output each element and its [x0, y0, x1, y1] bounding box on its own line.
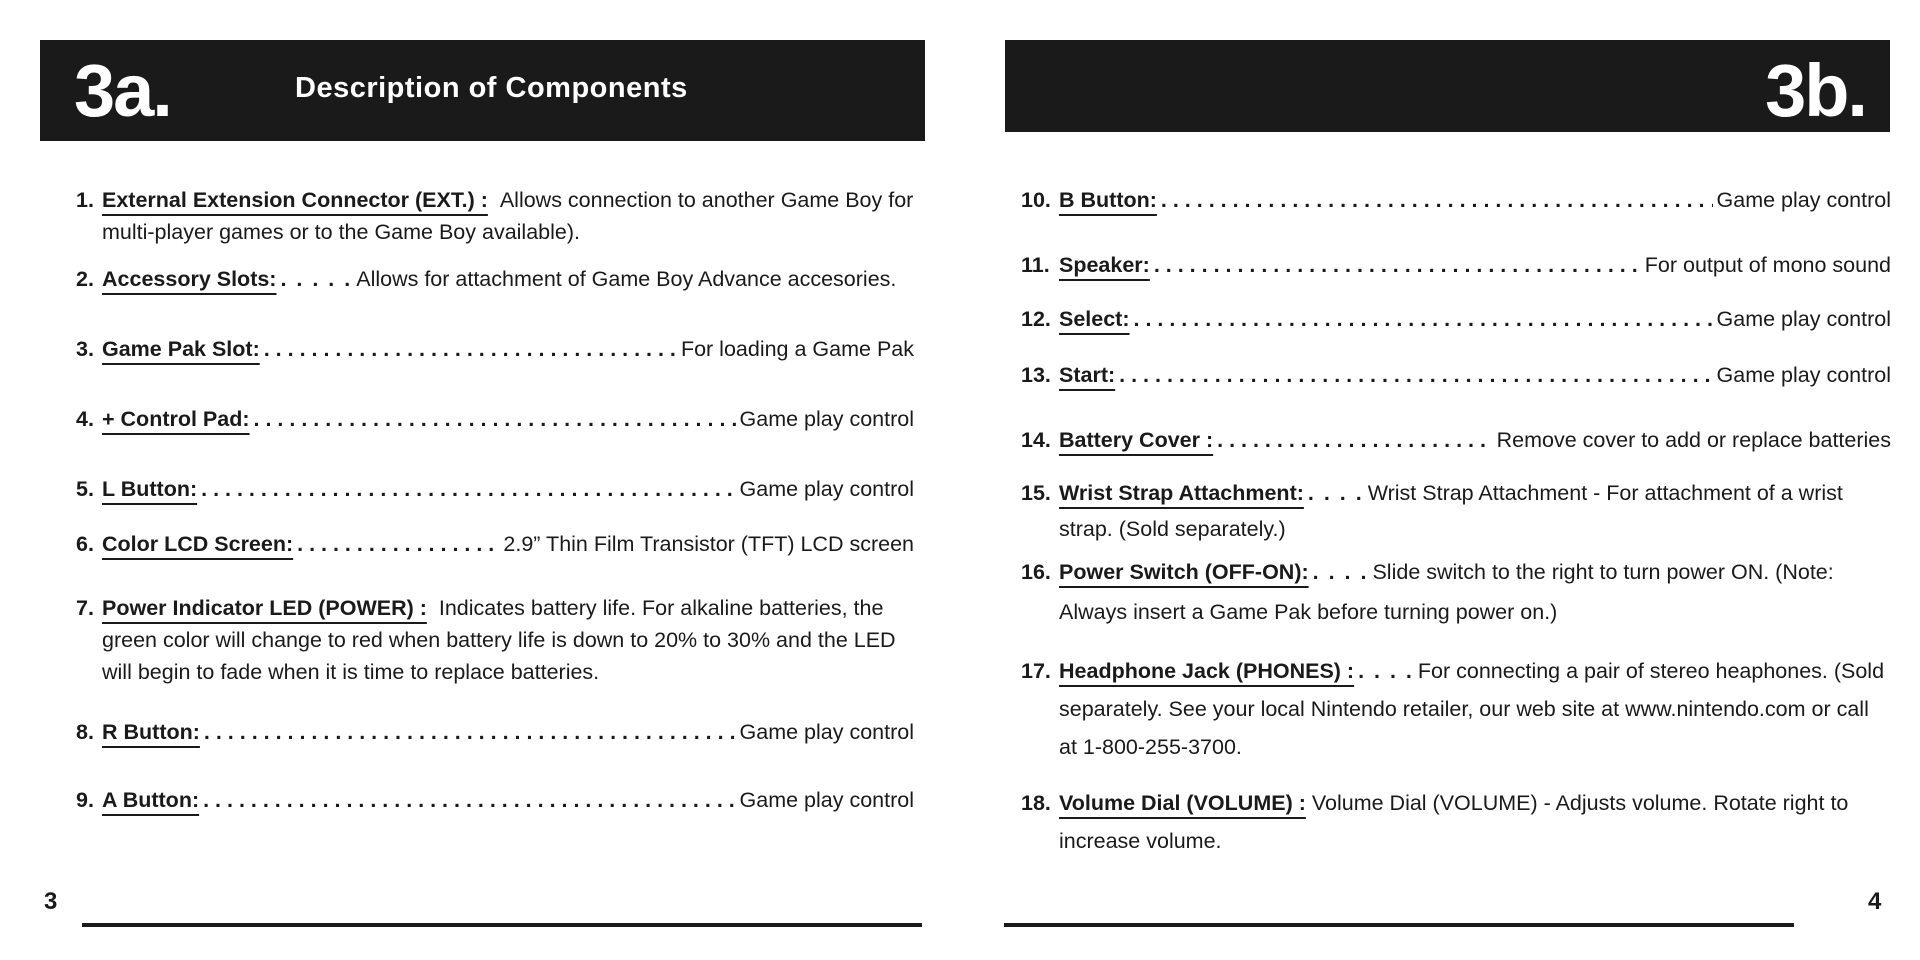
item-term: Game Pak Slot:: [102, 337, 260, 361]
dot-leader: [264, 333, 677, 365]
item-number: 6.: [76, 532, 94, 556]
section-banner-3a: [40, 40, 925, 141]
item-number: 14.: [1021, 428, 1051, 452]
item-description: Game play control: [1716, 188, 1891, 212]
dot-leader: [1119, 359, 1712, 391]
item-term: Wrist Strap Attachment:: [1059, 481, 1304, 505]
item-number: 10.: [1021, 188, 1051, 212]
item-term: Power Switch (OFF-ON):: [1059, 560, 1309, 584]
item-number: 11.: [1021, 253, 1050, 277]
dot-leader: [1154, 249, 1641, 281]
dot-leader: [1161, 184, 1713, 216]
section-banner-3b: [1005, 40, 1890, 132]
item-description: Game play control: [739, 720, 914, 744]
dot-leader: [204, 716, 736, 748]
component-item: [76, 473, 914, 505]
component-item: [76, 784, 914, 816]
item-description: 2.9” Thin Film Transistor (TFT) LCD screen: [503, 532, 914, 556]
component-item: [76, 716, 914, 748]
footer-rule: [82, 923, 922, 927]
item-description: Game play control: [739, 407, 914, 431]
item-description: Game play control: [1716, 363, 1891, 387]
item-number: 7.: [76, 596, 94, 620]
component-item: [76, 528, 914, 560]
item-term: Power Indicator LED (POWER) :: [102, 596, 427, 620]
item-term: R Button:: [102, 720, 200, 744]
item-term: External Extension Connector (EXT.) :: [102, 188, 488, 212]
item-description: Wrist Strap Attachment - For attachment of a wrist strap. (Sold separately.): [1059, 481, 1843, 541]
dot-leader: [201, 473, 735, 505]
dot-leader: . . . . .: [280, 267, 353, 291]
item-description: Allows connection to another Game Boy for multi-player games or to the Game Boy available).: [102, 188, 914, 244]
section-title: Description of Components: [295, 72, 688, 104]
component-item: [1021, 359, 1891, 391]
page-number: 4: [1868, 888, 1882, 915]
item-term: Accessory Slots:: [102, 267, 277, 291]
component-item: [1021, 303, 1891, 335]
footer-rule: [1004, 923, 1794, 927]
component-item: [76, 592, 914, 688]
component-item: [1021, 784, 1891, 860]
item-description: Indicates battery life. For alkaline batteries, the green color will change to red when battery life is down to 20% to 30% and the LED will begin to fade when it is time to replace batteries.: [102, 596, 896, 684]
item-number: 13.: [1021, 363, 1051, 387]
component-item: [1021, 475, 1891, 547]
item-description: For output of mono sound: [1644, 253, 1891, 277]
item-description: Allows for attachment of Game Boy Advance accesories.: [356, 267, 897, 291]
component-item: [1021, 424, 1891, 456]
section-number: 3a.: [74, 49, 171, 132]
component-item: [1021, 249, 1891, 281]
component-item: [1021, 184, 1891, 216]
item-term: Select:: [1059, 307, 1130, 331]
item-term: Speaker:: [1059, 253, 1150, 277]
item-term: Battery Cover :: [1059, 428, 1214, 452]
item-description: For loading a Game Pak: [680, 337, 914, 361]
item-number: 4.: [76, 407, 94, 431]
dot-leader: [254, 403, 736, 435]
item-term: Color LCD Screen:: [102, 532, 294, 556]
component-item: [76, 403, 914, 435]
item-term: + Control Pad:: [102, 407, 250, 431]
item-term: Headphone Jack (PHONES) :: [1059, 659, 1355, 683]
item-description: Game play control: [739, 477, 914, 501]
dot-leader: [1134, 303, 1713, 335]
page-number: 3: [44, 888, 58, 915]
item-term: Start:: [1059, 363, 1116, 387]
dot-leader: [203, 784, 735, 816]
item-number: 16.: [1021, 560, 1051, 584]
item-description: Remove cover to add or replace batteries: [1496, 428, 1891, 452]
dot-leader: . . . .: [1307, 481, 1364, 505]
item-term: L Button:: [102, 477, 198, 501]
component-item: [76, 184, 914, 248]
item-description: Game play control: [739, 788, 914, 812]
item-number: 3.: [76, 337, 94, 361]
item-number: 15.: [1021, 481, 1051, 505]
item-description: Game play control: [1716, 307, 1891, 331]
item-number: 5.: [76, 477, 94, 501]
item-number: 9.: [76, 788, 94, 812]
item-description: Slide switch to the right to turn power ON. (Note: Always insert a Game Pak before turning power on.): [1059, 560, 1834, 624]
dot-leader: . . . .: [1358, 659, 1414, 683]
section-number: 3b.: [1765, 49, 1866, 132]
item-term: B Button:: [1059, 188, 1157, 212]
item-description: Volume Dial (VOLUME) - Adjusts volume. Rotate right to increase volume.: [1059, 791, 1849, 853]
item-number: 2.: [76, 267, 94, 291]
item-term: A Button:: [102, 788, 200, 812]
component-item: [1021, 652, 1891, 766]
item-number: 17.: [1021, 659, 1051, 683]
dot-leader: . . . .: [1312, 560, 1369, 584]
component-item: [76, 333, 914, 365]
item-number: 18.: [1021, 791, 1051, 815]
component-item: [1021, 552, 1891, 632]
item-term: Volume Dial (VOLUME) :: [1059, 791, 1306, 815]
right-page: [960, 0, 1920, 960]
item-description: For connecting a pair of stereo heaphones. (Sold separately. See your local Nintendo retailer, our web site at www.nintendo.com or call at 1-800-255-3700.: [1059, 659, 1885, 759]
item-number: 8.: [76, 720, 94, 744]
dot-leader: [297, 528, 499, 560]
dot-leader: [1217, 424, 1492, 456]
component-item: [76, 263, 914, 295]
item-number: 12.: [1021, 307, 1051, 331]
item-number: 1.: [76, 188, 94, 212]
